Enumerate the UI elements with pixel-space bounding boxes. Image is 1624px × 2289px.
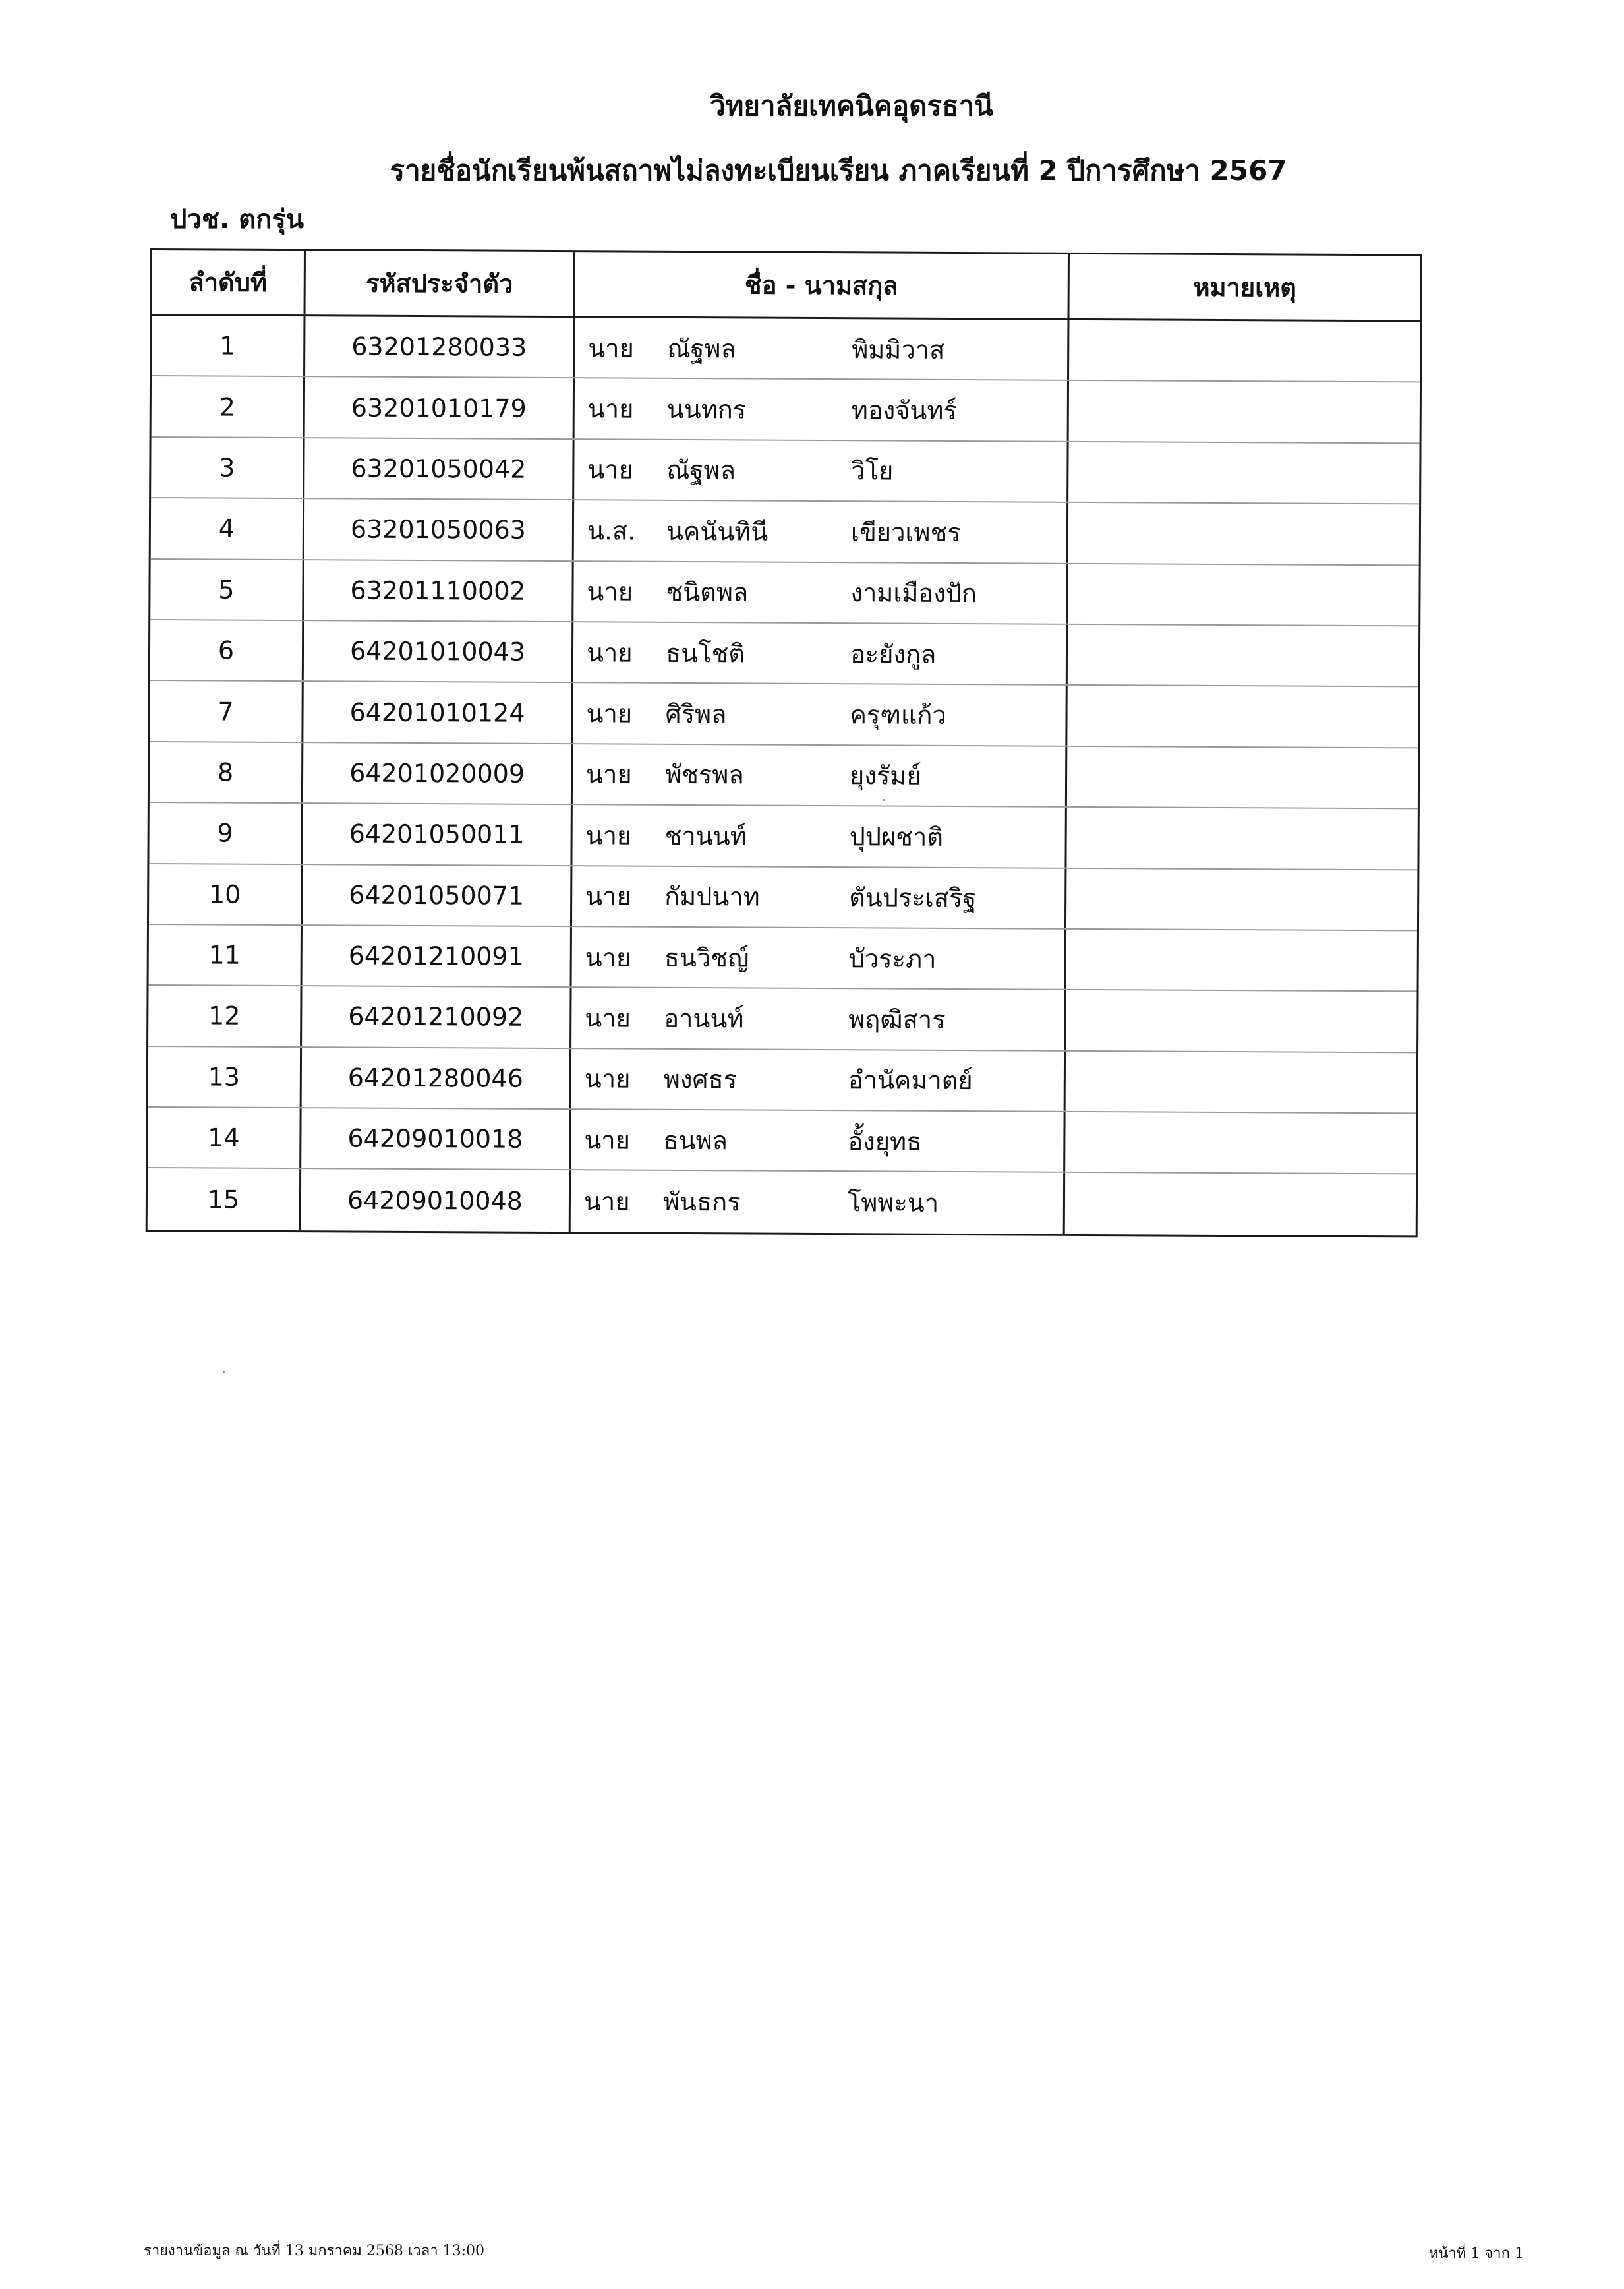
given-name: ธนพล <box>663 1125 728 1156</box>
student-table <box>146 248 1422 1237</box>
surname: งามเมืองปัก <box>850 578 977 609</box>
remark <box>1068 503 1419 564</box>
given-name: ธนวิชญ์ <box>664 943 749 973</box>
surname: อั้งยุทธ <box>848 1126 922 1156</box>
surname: ตันประเสริฐ <box>849 883 977 913</box>
student-id: 64201010124 <box>303 682 573 742</box>
name-prefix: นาย <box>585 1003 631 1033</box>
student-name <box>571 988 1066 1050</box>
student-name <box>572 805 1066 867</box>
student-id: 63201050042 <box>304 438 574 499</box>
given-name: ณัฐพล <box>666 456 736 485</box>
student-id: 64201050011 <box>303 804 572 864</box>
student-id: 64201280046 <box>302 1048 571 1108</box>
table-row <box>148 1168 1416 1235</box>
student-id: 63201010179 <box>305 378 575 438</box>
header-remark: หมายเหตุ <box>1193 272 1297 303</box>
table-row <box>151 438 1419 505</box>
student-id: 64209010048 <box>301 1170 571 1232</box>
name-prefix: นาย <box>585 942 631 972</box>
student-name <box>572 866 1066 928</box>
row-number: 4 <box>151 498 304 559</box>
remark <box>1068 625 1418 686</box>
program-label: ปวช. ตกรุ่น <box>170 204 304 235</box>
student-id: 64201050071 <box>303 865 572 926</box>
name-prefix: นาย <box>584 1125 631 1155</box>
student-name <box>573 683 1067 745</box>
table-row <box>150 742 1418 810</box>
given-name: พัชรพล <box>664 760 744 790</box>
given-name: ธนโชติ <box>665 638 745 669</box>
student-id: 64201010043 <box>304 621 573 682</box>
row-number: 6 <box>150 620 304 681</box>
row-number: 1 <box>152 316 305 376</box>
row-number: 13 <box>148 1047 302 1108</box>
student-id: 64201210091 <box>303 926 572 986</box>
name-prefix: นาย <box>587 577 633 607</box>
student-id: 64201210092 <box>302 986 571 1047</box>
table-row <box>152 316 1420 383</box>
student-name <box>574 500 1068 562</box>
remark <box>1066 808 1417 869</box>
student-name <box>573 562 1068 624</box>
table-header-row <box>152 250 1420 322</box>
table-row <box>148 1108 1416 1175</box>
row-number: 8 <box>150 742 303 803</box>
given-name: ศิริพล <box>665 699 727 729</box>
surname: พฤฒิสาร <box>848 1005 946 1034</box>
remark <box>1069 320 1420 382</box>
row-number: 7 <box>150 681 303 742</box>
table-row <box>148 1047 1416 1114</box>
student-name <box>575 318 1069 380</box>
table-row <box>151 498 1419 566</box>
student-id: 64201020009 <box>303 743 573 804</box>
student-name <box>574 440 1068 502</box>
table-row <box>149 803 1417 870</box>
surname: อะยังกูล <box>850 639 937 669</box>
row-number: 14 <box>148 1108 301 1168</box>
remark <box>1069 381 1420 442</box>
table-row <box>152 376 1420 444</box>
remark <box>1066 868 1417 930</box>
surname: ครุฑแก้ว <box>850 700 946 730</box>
remark <box>1067 686 1418 747</box>
remark <box>1066 1051 1416 1112</box>
scan-speck <box>223 1371 225 1373</box>
student-name <box>571 1171 1065 1234</box>
name-prefix: นาย <box>588 333 634 363</box>
remark <box>1068 442 1419 504</box>
name-prefix: นาย <box>583 1187 630 1216</box>
row-number: 3 <box>151 438 304 498</box>
table-row <box>150 620 1418 688</box>
surname: วิโย <box>851 456 894 486</box>
document-subtitle: รายชื่อนักเรียนพ้นสถาพไม่ลงทะเบียนเรียน ภาคเรียนที่ 2 ปีการศึกษา 2567 <box>390 154 1287 187</box>
given-name: กัมปนาท <box>664 882 760 912</box>
name-prefix: นาย <box>585 881 631 911</box>
name-prefix: นาย <box>586 638 633 668</box>
given-name: อานนท์ <box>664 1003 744 1034</box>
surname: เขียวเพชร <box>850 518 961 547</box>
row-number: 11 <box>149 925 303 986</box>
surname: ทองจันทร์ <box>851 396 958 426</box>
name-prefix: นาย <box>585 821 632 850</box>
remark <box>1065 1112 1416 1174</box>
row-number: 12 <box>148 986 302 1046</box>
name-prefix: นาย <box>587 455 634 485</box>
student-name <box>572 927 1066 989</box>
table-row <box>150 681 1418 748</box>
table-row <box>149 864 1417 932</box>
name-prefix: นาย <box>586 699 633 728</box>
remark <box>1067 747 1418 808</box>
surname: บัวระภา <box>848 943 937 974</box>
header-id: รหัสประจำตัว <box>306 251 575 316</box>
name-prefix: นาย <box>587 394 634 424</box>
surname: ยุงรัมย์ <box>849 761 921 791</box>
header-no: ลำดับที่ <box>152 250 306 314</box>
given-name: นคนันทินี <box>666 516 768 547</box>
row-number: 2 <box>152 376 305 437</box>
row-number: 5 <box>150 560 304 620</box>
table-row <box>150 560 1418 627</box>
scan-speck <box>883 799 885 801</box>
given-name: พันธกร <box>662 1187 741 1217</box>
row-number: 9 <box>149 803 303 864</box>
surname: อำนัคมาตย์ <box>848 1065 973 1096</box>
report-timestamp: รายงานข้อมูล ณ วันที่ 13 มกราคม 2568 เวลา 13:00 <box>144 2243 484 2259</box>
given-name: ณัฐพล <box>667 334 736 364</box>
student-id: 63201280033 <box>305 316 575 377</box>
student-id: 63201050063 <box>304 499 574 560</box>
given-name: พงศธร <box>663 1065 738 1094</box>
student-name <box>573 622 1068 684</box>
table-row <box>148 986 1416 1053</box>
student-name <box>571 1049 1066 1111</box>
name-prefix: นาย <box>584 1064 631 1094</box>
page-number: หน้าที่ 1 จาก 1 <box>1429 2245 1524 2262</box>
surname: ปุปผชาติ <box>849 822 944 852</box>
student-name <box>573 744 1067 806</box>
header-name: ชื่อ - นามสกุล <box>575 252 1070 318</box>
remark <box>1066 990 1416 1052</box>
name-prefix: น.ส. <box>587 516 636 546</box>
given-name: ชนิตพล <box>666 578 749 607</box>
surname: โพพะนา <box>847 1188 939 1218</box>
student-name <box>575 379 1069 441</box>
student-id: 64209010018 <box>301 1108 571 1169</box>
row-number: 15 <box>148 1168 301 1230</box>
table-row <box>149 925 1417 992</box>
student-id: 63201110002 <box>304 560 573 621</box>
given-name: นนทกร <box>666 394 747 425</box>
row-number: 10 <box>149 864 303 925</box>
given-name: ชานนท์ <box>664 821 747 851</box>
table-body <box>148 316 1420 1235</box>
remark <box>1066 930 1417 991</box>
name-prefix: นาย <box>585 759 632 790</box>
student-name <box>571 1110 1065 1172</box>
college-name: วิทยาลัยเทคนิคอุดรธานี <box>710 90 993 122</box>
remark <box>1068 564 1418 625</box>
surname: พิมมิวาส <box>852 334 945 365</box>
remark <box>1065 1173 1416 1235</box>
